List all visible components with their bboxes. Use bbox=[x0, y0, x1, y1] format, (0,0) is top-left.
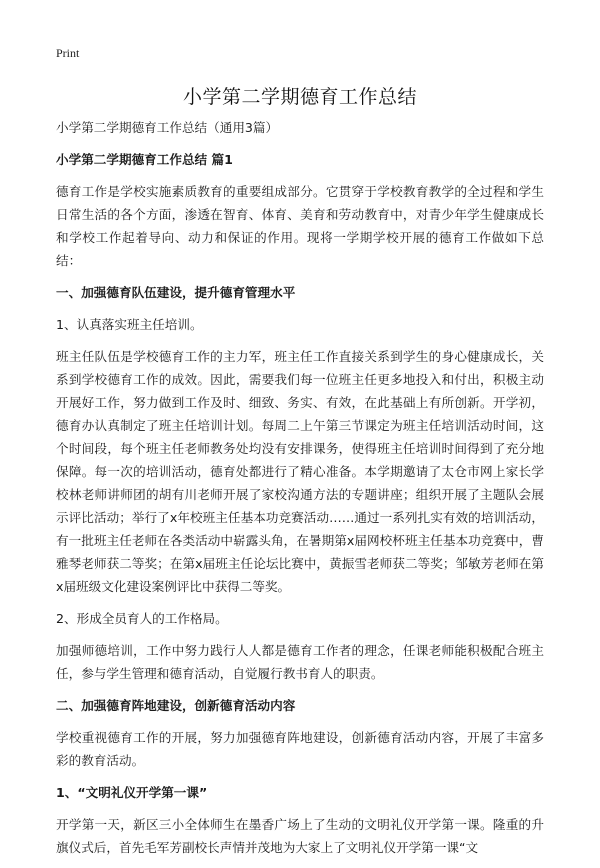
print-link[interactable]: Print bbox=[56, 46, 80, 60]
section1-item1-body: 班主任队伍是学校德育工作的主力军，班主任工作直接关系到学生的身心健康成长，关系到学校德育工作的成效。因此，需要我们每一位班主任更多地投入和付出，积极主动开展好工作，努力做到工作及时、细致、务实、有效，在此基础上有所创新。开学初，德育办认真制定了班主任培训计划。每周二上午第三节课定为班主任培训活动时间，这个时间段，每个班主任老师教务处均没有安排课务，使得班主任培训时间得到了充分地保障。每一次的培训活动，德育处都进行了精心准备。本学期邀请了太仓市网上家长学校林老师讲师团的胡有川老师开展了家校沟通方法的专题讲座；组织开展了主题队会展示评比活动；举行了x年校班主任基本功竞赛活动……通过一系列扎实有效的培训活动，有一批班主任老师在各类活动中崭露头角，在暑期第x届网校杯班主任基本功竞赛中，曹雅琴老师获二等奖；在第x届班主任论坛比赛中，黄振雪老师获二等奖；邹敏芳老师在第x届班级文化建设案例评比中获得二等奖。 bbox=[56, 349, 544, 594]
section1-heading: 一、加强德育队伍建设，提升德育管理水平 bbox=[56, 285, 296, 300]
section2-item1-body: 开学第一天，新区三小全体师生在墨香广场上了生动的文明礼仪开学第一课。隆重的升旗仪式后，首先毛军芳副校长声情并茂地为大家上了文明礼仪开学第一课“文 bbox=[56, 817, 544, 855]
intro-paragraph: 德育工作是学校实施素质教育的重要组成部分。它贯穿于学校教育教学的全过程和学生日常生活的各个方面，渗透在智育、体育、美育和劳动教育中，对青少年学生健康成长和学校工作起着导向、动力和保证的作用。现将一学期学校开展的德育工作做如下总结： bbox=[56, 184, 544, 268]
section2-heading: 二、加强德育阵地建设，创新德育活动内容 bbox=[56, 698, 296, 713]
section1-item2: 2、形成全员育人的工作格局。 bbox=[56, 611, 228, 626]
section2-item1: 1、“文明礼仪开学第一课” bbox=[56, 785, 208, 800]
document-subtitle: 小学第二学期德育工作总结（通用3篇） bbox=[56, 120, 279, 135]
section2-body: 学校重视德育工作的开展，努力加强德育阵地建设，创新德育活动内容，开展了丰富多彩的教育活动。 bbox=[56, 730, 544, 768]
document-body bbox=[56, 116, 544, 868]
section1-item1: 1、认真落实班主任培训。 bbox=[56, 317, 203, 332]
document-title: 小学第二学期德育工作总结 bbox=[182, 86, 417, 108]
section1-item2-body: 加强师德培训，工作中努力践行人人都是德育工作者的理念，任课老师能积极配合班主任，参与学生管理和德育活动，自觉履行教书育人的职责。 bbox=[56, 643, 544, 681]
article-heading: 小学第二学期德育工作总结 篇1 bbox=[56, 152, 233, 167]
